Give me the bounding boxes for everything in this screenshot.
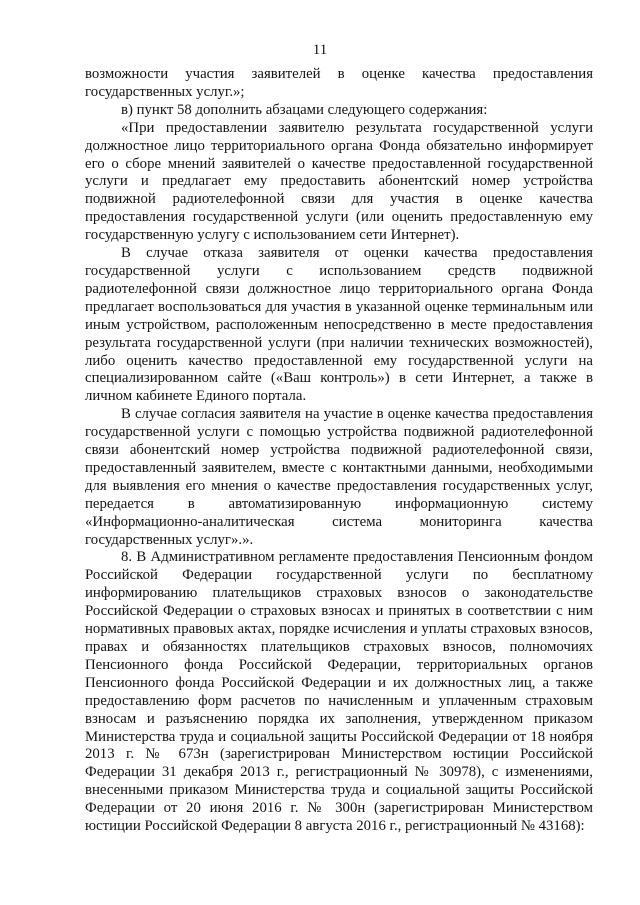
paragraph-item-v: в) пункт 58 дополнить абзацами следующего содержания: bbox=[121, 101, 488, 118]
paragraph-consent-case: В случае согласия заявителя на участие в оценке качества предоставления государственной услуги с помощью устройства подвижной радиотелефонной связи абонентский номер устройства подвижной радиотелефонной связи, предоставленный заявителем, вместе с контактными данными, необходимыми для выявления его мнения о качестве предоставления государственных услуг, передается в автоматизированную информационную систему «Информационно-аналитическая система мониторинга качества государственных услуг».». bbox=[85, 406, 593, 548]
paragraph-item-8: 8. В Административном регламенте предоставления Пенсионным фондом Российской Федерации государственной услуги по бесплатному информированию плательщиков страховых взносов о законодательстве Российской Федерации о страховых взносах и принятых в соответствии с ним нормативных правовых актах, порядке исчисления и уплаты страховых взносов, правах и обязанностях плательщиков страховых взносов, полномочиях Пенсионного фонда Российской Федерации, территориальных органов Пенсионного фонда Российской Федерации и их должностных лиц, а также предоставлению форм расчетов по начисленным и уплаченным страховым взносам и разъяснению порядка их заполнения, утвержденном приказом Министерства труда и социальной защиты Российской Федерации от 18 ноября 2013 г. № 673н (зарегистрирован Министерством юстиции Российской Федерации 31 декабря 2013 г., регистрационный № 30978), с изменениями, внесенными приказом Министерства труда и социальной защиты Российской Федерации от 20 июня 2016 г. № 300н (зарегистрирован Министерством юстиции Российской Федерации 8 августа 2016 г., регистрационный № 43168): bbox=[85, 549, 593, 835]
paragraph-quote-start: «При предоставлении заявителю результата государственной услуги должностное лицо территориального органа Фонда обязательно информирует его о сборе мнений заявителей о качестве предоставленной государственной услуги и предлагает ему предоставить абонентский номер устройства подвижной радиотелефонной связи для участия в оценке качества предоставления государственной услуги (или оценить предоставленную ему государственную услугу с использованием сети Интернет). bbox=[85, 119, 593, 244]
paragraph-refusal-case: В случае отказа заявителя от оценки качества предоставления государственной услуги с использованием средств подвижной радиотелефонной связи должностное лицо территориального органа Фонда предлагает воспользоваться для участия в указанной оценке терминальным или иным устройством, расположенным непосредственно в месте предоставления результата государственной услуги (при наличии технических возможностей), либо оценить качество предоставленной ему государственной услуги на специализированном сайте («Ваш контроль») в сети Интернет, а также в личном кабинете Единого портала. bbox=[85, 245, 593, 405]
document-body bbox=[85, 66, 593, 836]
page-number: 11 bbox=[312, 42, 328, 58]
paragraph-continuation: возможности участия заявителей в оценке качества предоставления государственных услуг.»; bbox=[85, 66, 593, 100]
